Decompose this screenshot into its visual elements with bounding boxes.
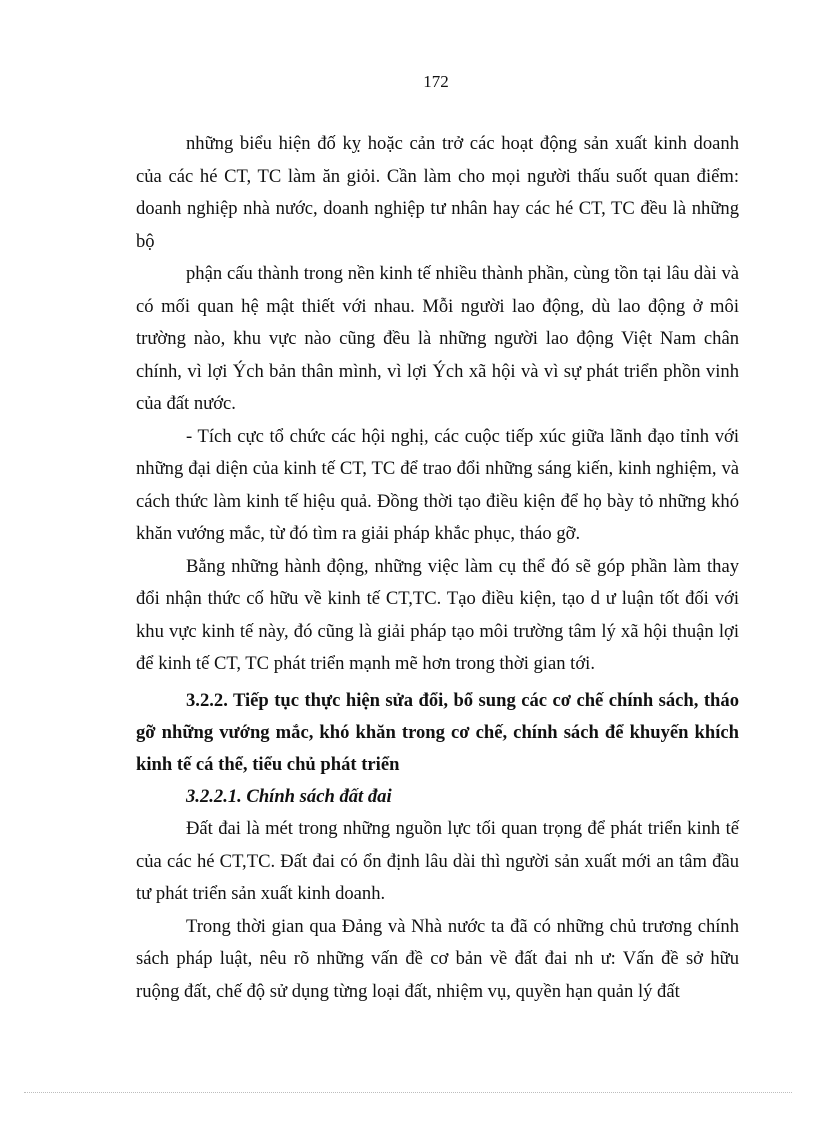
page-bottom-divider [24, 1092, 792, 1093]
paragraph-3: - Tích cực tổ chức các hội nghị, các cuộc tiếp xúc giữa lãnh đạo tỉnh với những đại diện của kinh tế CT, TC để trao đổi những sáng kiến, kinh nghiệm, và cách thức làm kinh tế hiệu quả. Đồng thời tạo điều kiện để họ bày tỏ những khó khăn vướng mắc, từ đó tìm ra giải pháp khắc phục, tháo gỡ. [136, 425, 739, 544]
paragraph-5: Đất đai là mét trong những nguồn lực tối quan trọng để phát triển kinh tế của các hé CT,TC. Đất đai có ổn định lâu dài thì người sản xuất mới an tâm đầu tư phát triển sản xuất kinh doanh. [136, 818, 739, 904]
section-heading: 3.2.2. Tiếp tục thực hiện sửa đổi, bổ sung các cơ chế chính sách, tháo gỡ những vướng mắc, khó khăn trong cơ chế, chính sách để khuyến khích kinh tế cá thể, tiểu chủ phát triển [136, 689, 739, 775]
paragraph-1: những biểu hiện đố kỵ hoặc cản trở các hoạt động sản xuất kinh doanh của các hé CT, TC làm ăn giỏi. Cần làm cho mọi người thấu suốt quan điểm: doanh nghiệp nhà nước, doanh nghiệp tư nhân hay các hé CT, TC đều là những bộ [136, 133, 739, 252]
paragraph-4: Bằng những hành động, những việc làm cụ thể đó sẽ góp phần làm thay đổi nhận thức cố hữu về kinh tế CT,TC. Tạo điều kiện, tạo d ư luận tốt đối với khu vực kinh tế này, đó cũng là giải pháp tạo môi trường tâm lý xã hội thuận lợi để kinh tế CT, TC phát triển mạnh mẽ hơn trong thời gian tới. [136, 555, 739, 674]
subsection-heading: 3.2.2.1. Chính sách đất đai [186, 785, 392, 807]
page-body [136, 128, 739, 1008]
paragraph-2: phận cấu thành trong nền kinh tế nhiều thành phần, cùng tồn tại lâu dài và có mối quan hệ mật thiết với nhau. Mỗi người lao động, dù lao động ở môi trường nào, khu vực nào cũng đều là những người lao động Việt Nam chân chính, vì lợi Ých bản thân mình, vì lợi Ých xã hội và vì sự phát triển phồn vinh của đất nước. [136, 263, 739, 414]
page-number: 172 [423, 72, 449, 91]
paragraph-6: Trong thời gian qua Đảng và Nhà nước ta đã có những chủ trương chính sách pháp luật, nêu rõ những vấn đề cơ bản về đất đai nh ư: Vấn đề sở hữu ruộng đất, chế độ sử dụng từng loại đất, nhiệm vụ, quyền hạn quản lý đất [136, 915, 739, 1002]
